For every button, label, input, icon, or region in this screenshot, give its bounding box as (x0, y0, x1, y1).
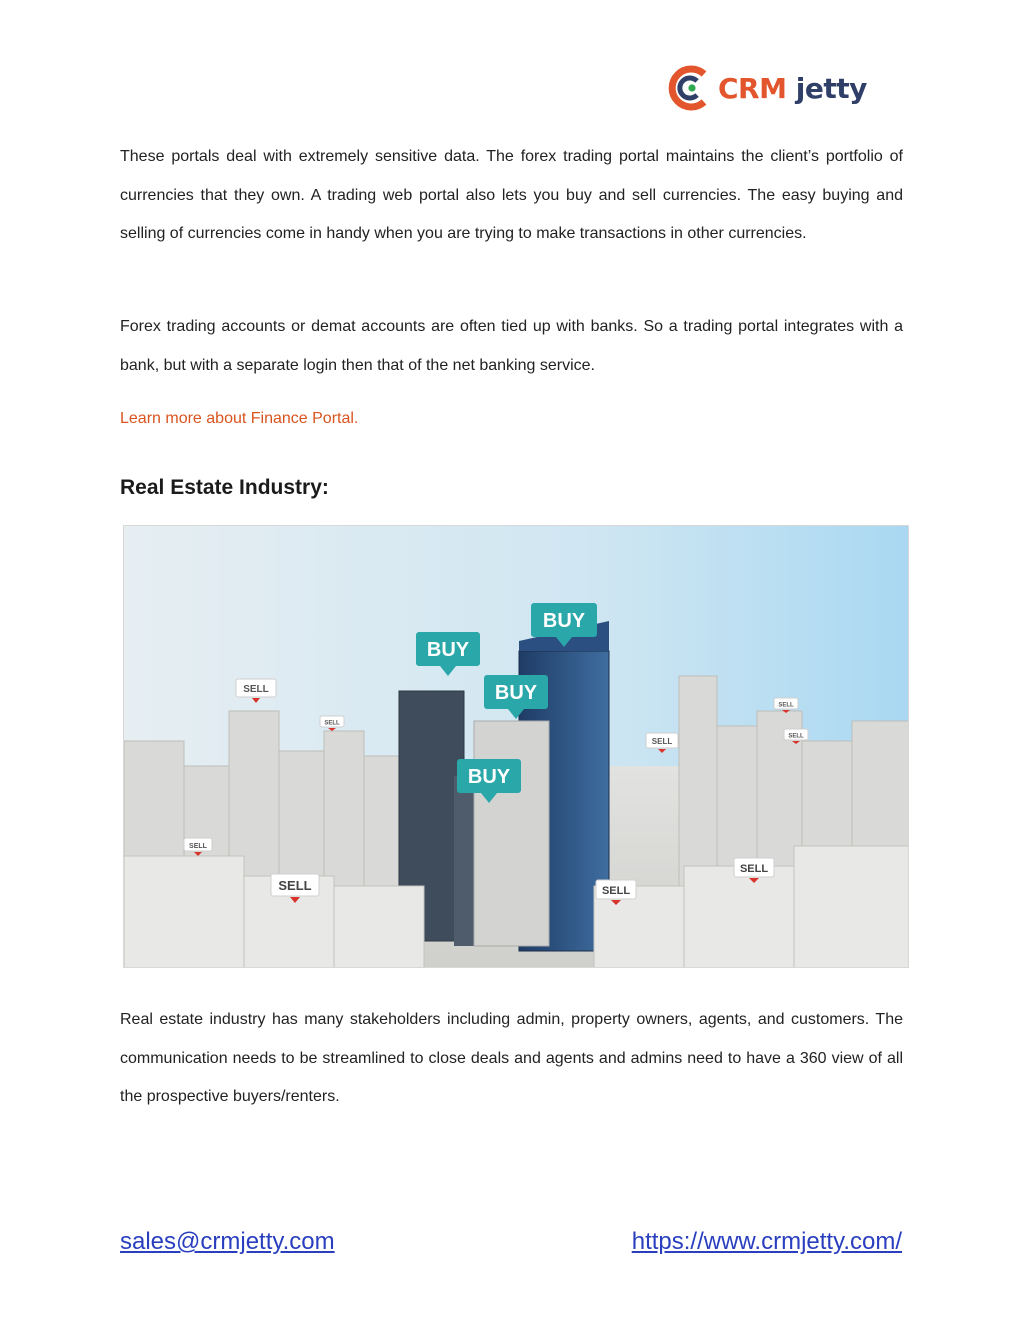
crmjetty-logo[interactable] (664, 60, 867, 116)
logo-jetty-text: jetty (795, 71, 867, 105)
sell-sign-label: SELL (739, 863, 769, 875)
footer-email-link[interactable]: sales@crmjetty.com (120, 1228, 335, 1255)
sell-sign-label: SELL (243, 684, 269, 695)
sell-sign-label: SELL (601, 885, 631, 897)
paragraph-real-estate-stakeholders: Real estate industry has many stakeholders including admin, property owners, agents, and customers. The communication needs to be streamlined to close deals and agents and admins need to have a 360 view of all the prospective buyers/renters. (120, 1011, 903, 1106)
buy-sign-label: BUY (467, 766, 511, 788)
paragraph-bank-integration: Forex trading accounts or demat accounts are often tied up with banks. So a trading portal integrates with a bank, but with a separate login then that of the net banking service. (120, 318, 903, 374)
logo-wordmark (718, 72, 867, 105)
section-heading-real-estate: Real Estate Industry: (120, 476, 329, 499)
buy-sign-label: BUY (542, 610, 586, 632)
sell-sign-label: SELL (278, 878, 312, 893)
learn-more-finance-portal-link[interactable]: Learn more about Finance Portal. (120, 410, 359, 427)
paragraph-forex-portal: These portals deal with extremely sensitive data. The forex trading portal maintains the client’s portfolio of currencies that they own. A trading web portal also lets you buy and sell currencies. The easy buying and selling of currencies come in handy when you are trying to make transactions in other currencies. (120, 148, 903, 243)
real-estate-city-illustration (123, 525, 909, 968)
buy-sign-label: BUY (494, 682, 538, 704)
sell-sign-label: SELL (788, 733, 804, 740)
logo-crm-text: CRM (718, 71, 787, 105)
sell-sign-label: SELL (651, 737, 673, 746)
city-buy-sell-image (124, 526, 909, 968)
sell-sign-label: SELL (324, 720, 340, 727)
footer-website-link[interactable]: https://www.crmjetty.com/ (631, 1228, 902, 1255)
sell-sign-label: SELL (189, 843, 207, 850)
sell-sign-label: SELL (778, 702, 794, 709)
crmjetty-c-logo-icon (664, 62, 714, 114)
buy-sign-label: BUY (426, 639, 470, 661)
